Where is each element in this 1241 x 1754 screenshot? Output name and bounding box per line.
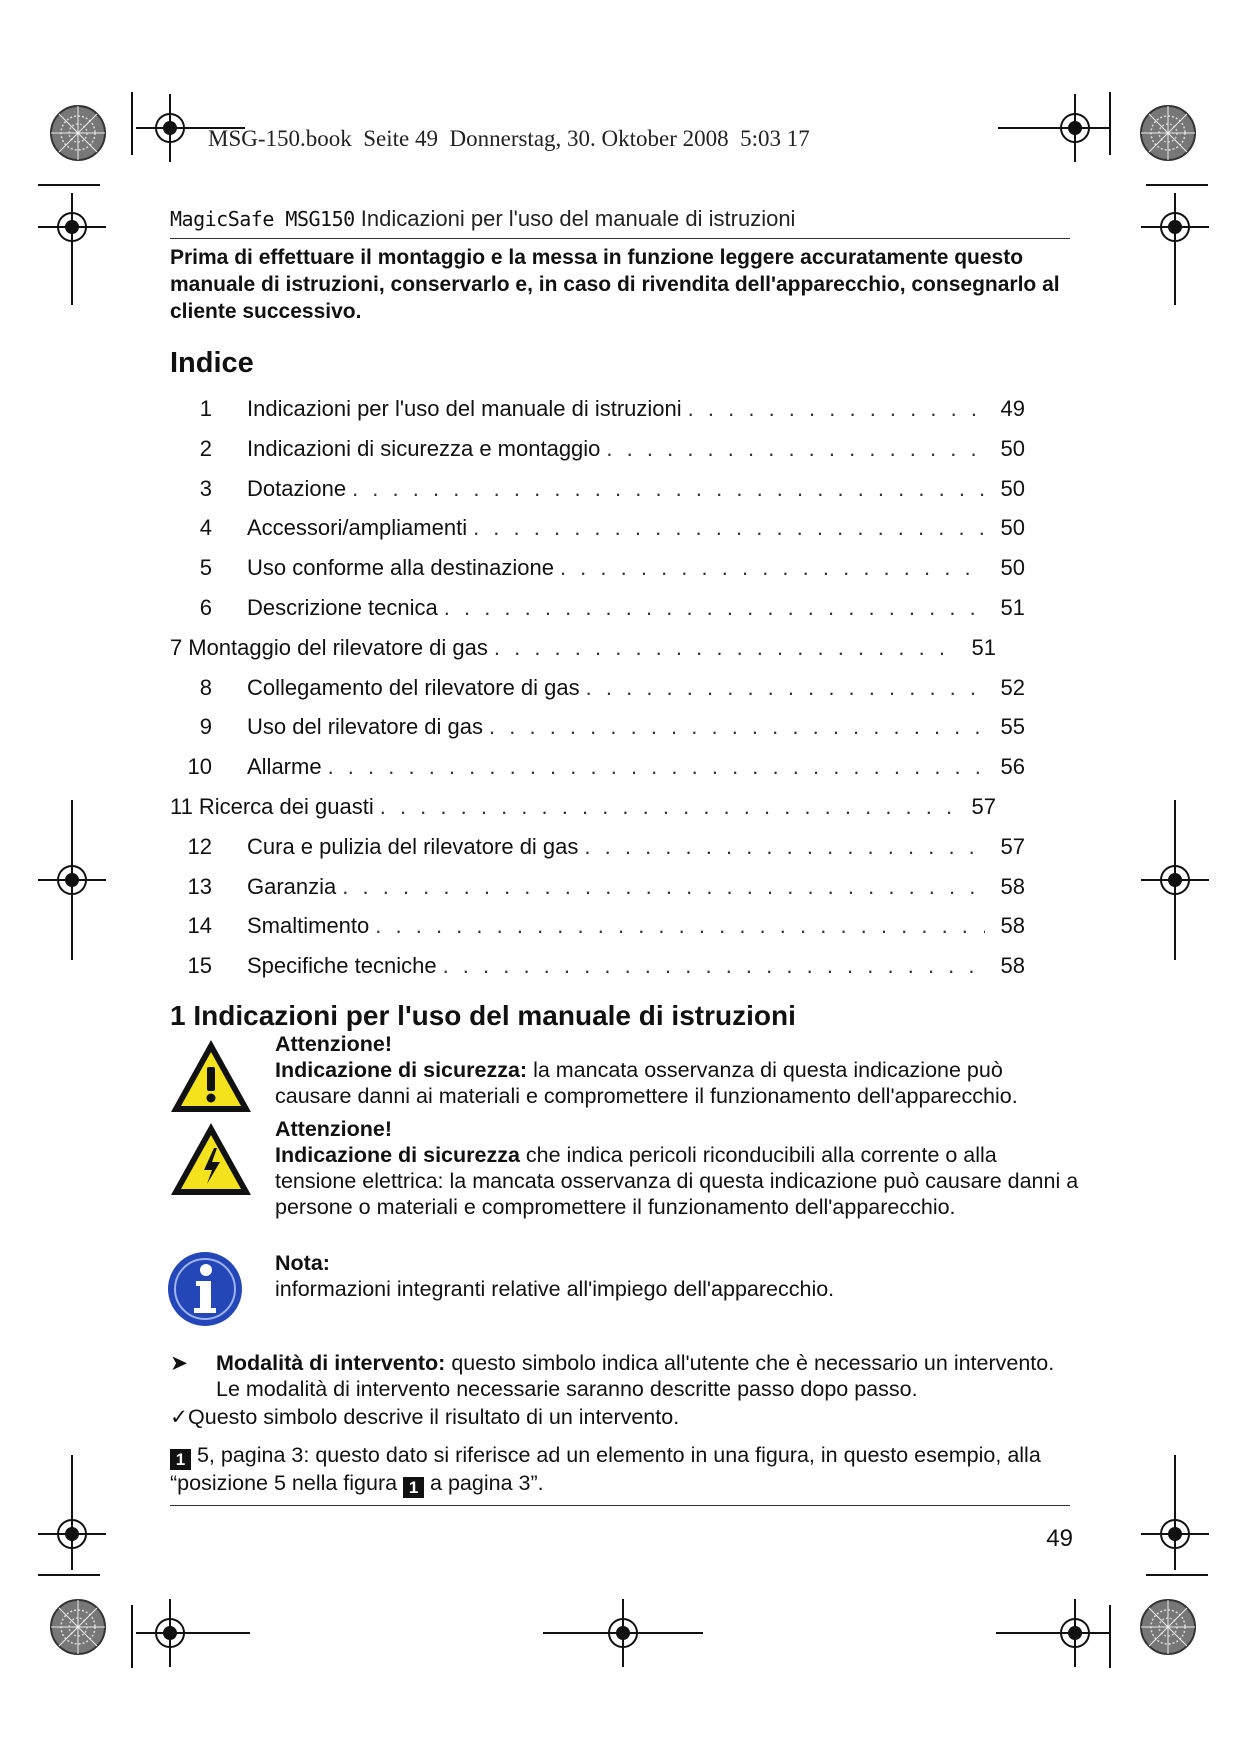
toc-entry-page: 49 [1000,396,1025,421]
note-block [275,1250,1080,1302]
step-text: Modalità di intervento: questo simbolo indica all'utente che è necessario un intervento. Le modalità di intervento necessarie saranno descritte passo dopo passo. [216,1351,1055,1401]
starburst-icon [1141,1600,1195,1654]
toc-leader-dots [560,553,985,583]
toc-entry-number: 4 [199,515,212,541]
toc-leader-dots [606,434,985,464]
page-number: 49 [1046,1525,1073,1552]
warning-heading: Attenzione! [275,1032,393,1056]
toc-entry-page: 58 [1000,873,1025,899]
crosshair-icon [136,1599,204,1667]
toc-entry-label: Indicazioni per l'uso del manuale di istruzioni [247,396,682,421]
arrow-right-icon: ➤ [170,1351,189,1375]
toc-entry-number: 14 [187,913,212,939]
toc-entry-page: 55 [1000,714,1025,740]
toc-entry-label: Dotazione [247,475,347,501]
warning-general [275,1031,1080,1109]
toc-leader-dots [444,593,985,623]
crosshair-icon [1041,1599,1109,1667]
toc-entry-label: Garanzia [247,873,337,899]
toc-entry-page: 52 [1000,674,1025,700]
toc-entry-label: Smaltimento [247,913,370,939]
toc-leader-dots [688,394,985,424]
toc-entry-label: Cura e pulizia del rilevatore di gas [247,833,579,859]
crosshair-icon [1041,94,1109,162]
toc-entry-page: 50 [1000,475,1025,501]
toc-entry-number: 2 [199,435,212,461]
toc-leader-dots [380,792,956,822]
toc-entry[interactable] [170,951,1025,991]
print-metadata: MSG-150.book Seite 49 Donnerstag, 30. Oktober 2008 5:03 17 [208,126,810,151]
starburst-icon [51,106,105,160]
toc-leader-dots [473,513,985,543]
toc-entry-number: 1 [199,396,212,421]
toc-leader-dots [584,832,985,862]
toc-entry-page: 57 [971,793,996,819]
section-title: Indicazioni per l'uso del manuale di istruzioni [360,206,796,231]
toc-entry-label: Allarme [247,754,322,780]
toc-entry-label: Accessori/ampliamenti [247,515,468,541]
toc-entry-number: 8 [199,674,212,700]
toc-entry[interactable] [170,553,1025,593]
toc-entry-label: Descrizione tecnica [247,594,438,620]
note-text: informazioni integranti relative all'impiego dell'apparecchio. [275,1277,835,1301]
header-rule [170,238,1070,239]
figure-number-badge: 1 [403,1477,424,1498]
toc-entry[interactable] [170,792,996,832]
toc-entry[interactable] [170,752,1025,792]
warning-text: Indicazione di sicurezza che indica pericoli riconducibili alla corrente o alla tensione elettrica: la mancata osservanza di questa indicazione può causare danni a persone o materiali e compromettere il funzionamento dell'apparecchio. [275,1143,1079,1219]
toc-entry-number: 3 [199,475,212,501]
toc-entry-label: Ricerca dei guasti [198,793,374,819]
toc-leader-dots [443,951,985,981]
toc-leader-dots [586,673,985,703]
toc-entry-number: 13 [187,873,212,899]
toc-entry-page: 57 [1000,833,1025,859]
toc-entry-page: 58 [1000,913,1025,939]
electric-hazard-icon [168,1120,254,1198]
toc-entry[interactable] [170,673,1025,713]
toc-entry-page: 56 [1000,754,1025,780]
toc-entry[interactable] [170,832,1025,872]
toc-leader-dots [328,752,985,782]
brand-name: MagicSafe MSG150 [170,207,355,231]
toc-title: Indice [170,347,254,379]
note-heading: Nota: [275,1251,330,1275]
toc-entry-number: 12 [187,833,212,859]
toc-leader-dots [352,474,985,504]
starburst-icon [1141,106,1195,160]
toc-entry-page: 50 [1000,435,1025,461]
toc-entry-label: Montaggio del rilevatore di gas [188,634,488,660]
toc-entry[interactable] [170,593,1025,633]
running-header [170,206,795,232]
toc-leader-dots [342,872,985,902]
toc-entry-label: Uso conforme alla destinazione [247,555,554,581]
toc-entry-label: Indicazioni di sicurezza e montaggio [247,435,601,461]
intro-paragraph: Prima di effettuare il montaggio e la messa in funzione leggere accuratamente questo manuale di istruzioni, conservarlo e, in caso di rivendita dell'apparecchio, consegnarlo al cliente successivo. [170,246,1060,323]
toc-entry[interactable] [170,911,1025,951]
toc-entry[interactable] [170,712,1025,752]
warning-heading: Attenzione! [275,1117,393,1141]
figure-reference: 1 5, pagina 3: questo dato si riferisce ad un elemento in una figura, in questo esempio, alla “posizione 5 nella figura 1 a pagina 3”. [170,1443,1041,1497]
section-heading: 1 Indicazioni per l'uso del manuale di istruzioni [170,1000,796,1031]
toc-leader-dots [489,712,985,742]
toc-leader-dots [375,911,985,941]
toc-entry-number: 10 [187,754,212,780]
toc-entry-page: 58 [1000,953,1025,979]
toc-entry-label: Collegamento del rilevatore di gas [247,674,580,700]
toc-entry[interactable] [170,394,1025,434]
footer-rule [170,1505,1070,1506]
toc-entry[interactable] [170,434,1025,474]
toc-entry-number: 5 [199,555,212,581]
toc-entry-label: Uso del rilevatore di gas [247,714,484,740]
toc-entry-number: 9 [199,714,212,740]
toc-entry-number: 15 [187,953,212,979]
warning-text: Indicazione di sicurezza: la mancata osservanza di questa indicazione può causare danni ai materiali e compromettere il funzionamento dell'apparecchio. [275,1058,1018,1108]
toc-entry-number: 7 [170,634,183,660]
toc-entry[interactable] [170,633,996,673]
toc-entry[interactable] [170,513,1025,553]
result-line: ✓Questo simbolo descrive il risultato di un intervento. [170,1405,680,1429]
toc-entry-page: 50 [1000,515,1025,541]
crosshair-icon [136,94,204,162]
toc-entry-page: 51 [1000,594,1025,620]
warning-electrical [275,1116,1080,1220]
starburst-icon [51,1600,105,1654]
toc-entry-page: 50 [1000,555,1025,581]
warning-triangle-icon [168,1037,254,1115]
toc-entry-label: Specifiche tecniche [247,953,437,979]
toc-entry-number: 6 [199,594,212,620]
toc-entry-page: 51 [971,634,996,660]
toc-leader-dots [494,633,956,663]
toc-entry[interactable] [170,474,1025,514]
table-of-contents [170,394,1025,991]
toc-entry-number: 11 [170,793,193,819]
figure-number-badge: 1 [170,1449,191,1470]
info-icon [166,1250,244,1328]
toc-entry[interactable] [170,872,1025,912]
